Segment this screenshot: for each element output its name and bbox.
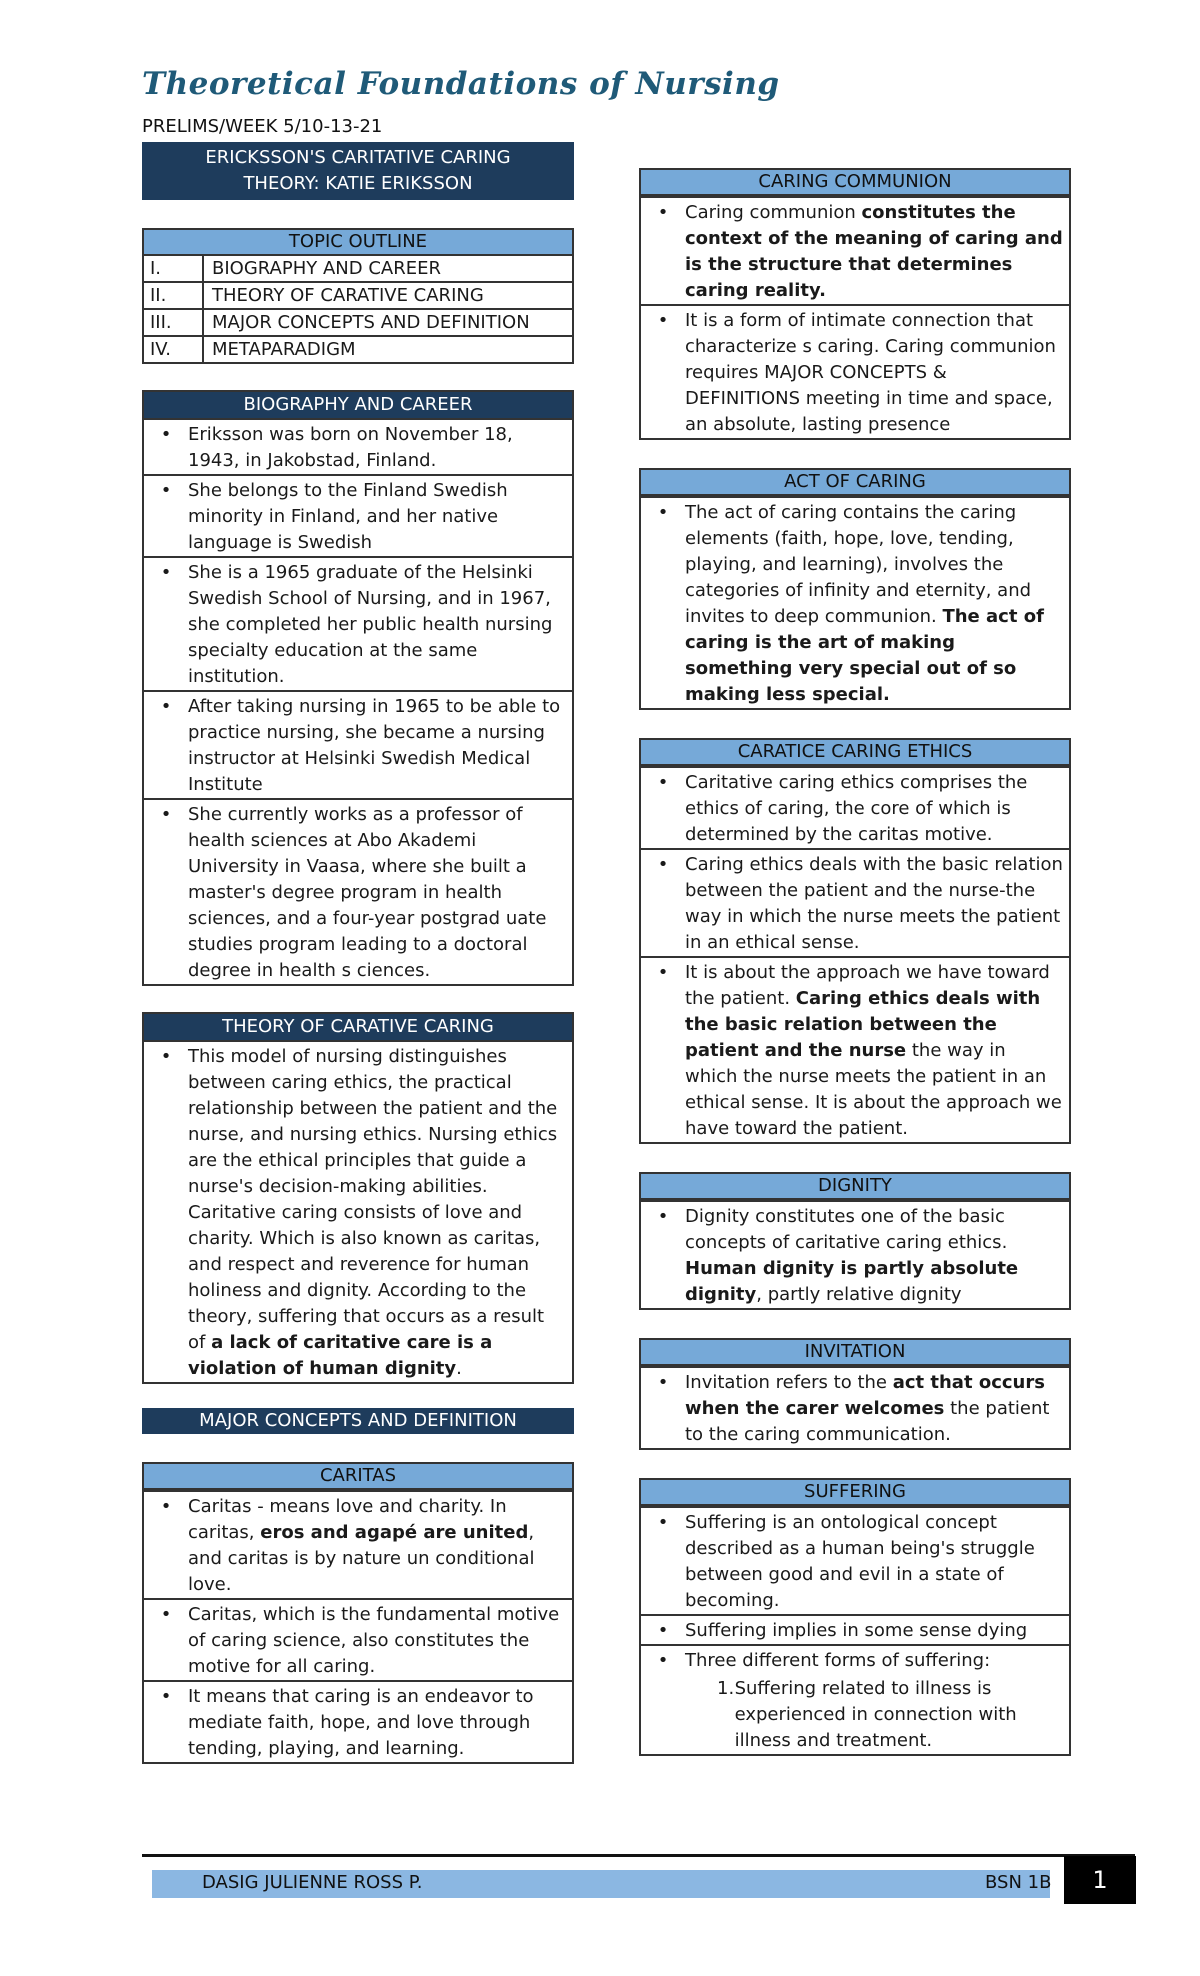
footer-author: DASIG JULIENNE ROSS P. <box>202 1872 423 1893</box>
ethics-text-bold: Caring ethics deals with the basic relation between the patient and the nurse <box>685 988 1041 1061</box>
theory-text: This model of nursing distinguishes between caring ethics, the practical relationship between the patient and the nurse, and nursing ethics. Nursing ethics are the ethical principles that guide a nurse's decision-making abilities. Caritative caring consists of love and charity. Which is also known as caritas, and respect and reverence for human holiness and dignity. According to the theory, suffering that occurs as a result of <box>188 1046 558 1353</box>
communion-text-a: Caring communion <box>685 202 862 223</box>
caritas-section <box>142 1462 574 1764</box>
list-item: • The act of caring contains the caring elements (faith, hope, love, tending, playing, and learning), involves the categories of infinity and eternity, and invites to deep communion. The act of caring is the art of making something very special out of so making less special. <box>641 496 1069 708</box>
theory-section <box>142 1012 574 1384</box>
page-number: 1 <box>1064 1856 1136 1904</box>
outline-label: THEORY OF CARATIVE CARING <box>212 285 484 306</box>
bullet-text <box>685 1648 1063 1754</box>
act-section <box>639 468 1071 710</box>
topic-outline-header: TOPIC OUTLINE <box>144 230 572 254</box>
caritas-text-bold: eros and agapé are united <box>260 1522 529 1543</box>
act-text-bold: The act of caring is the art of making something very special out of so making less special. <box>685 606 1044 705</box>
bullet-text <box>188 1494 566 1598</box>
ethics-header: CARATICE CARING ETHICS <box>641 740 1069 766</box>
suffering-forms-intro: Three different forms of suffering: <box>685 1650 991 1671</box>
list-item: • It means that caring is an endeavor to mediate faith, hope, and love through tending, playing, and learning. <box>144 1680 572 1762</box>
bullet-text: She belongs to the Finland Swedish minority in Finland, and her native language is Swedish <box>188 480 508 553</box>
dignity-text-a: Dignity constitutes one of the basic concepts of caritative caring ethics. <box>685 1206 1008 1253</box>
communion-header: CARING COMMUNION <box>641 170 1069 196</box>
bullet-text: She is a 1965 graduate of the Helsinki Swedish School of Nursing, and in 1967, she completed her public health nursing specialty education at the same institution. <box>188 562 553 687</box>
biography-header: BIOGRAPHY AND CAREER <box>144 392 572 418</box>
outline-row <box>144 335 572 362</box>
list-item: • Dignity constitutes one of the basic concepts of caritative caring ethics. Human dignity is partly absolute dignity, partly relative dignity <box>641 1200 1069 1308</box>
bullet-text: After taking nursing in 1965 to be able to practice nursing, she became a nursing instructor at Helsinki Swedish Medical Institute <box>188 696 561 795</box>
list-item: • She is a 1965 graduate of the Helsinki Swedish School of Nursing, and in 1967, she completed her public health nursing specialty education at the same institution. <box>144 556 572 690</box>
main-title-box <box>142 142 574 200</box>
outline-num: IV. <box>144 337 204 362</box>
list-item: • Caritas - means love and charity. In caritas, eros and agapé are united, and caritas is by nature un conditional love. <box>144 1490 572 1598</box>
list-item: • Caring communion constitutes the context of the meaning of caring and is the structure that determines caring reality. <box>641 196 1069 304</box>
bullet-text: Suffering is an ontological concept described as a human being's struggle between good and evil in a state of becoming. <box>685 1512 1035 1611</box>
major-concepts-heading <box>142 1408 574 1434</box>
invitation-header: INVITATION <box>641 1340 1069 1366</box>
dignity-header: DIGNITY <box>641 1174 1069 1200</box>
theory-header: THEORY OF CARATIVE CARING <box>144 1014 572 1040</box>
invitation-text-a: Invitation refers to the <box>685 1372 893 1393</box>
right-column <box>639 168 1071 1756</box>
list-item: • Caring ethics deals with the basic relation between the patient and the nurse-the way in which the nurse meets the patient in an ethical sense. <box>641 848 1069 956</box>
communion-text-bold: constitutes the context of the meaning of caring and is the structure that determines caring reality. <box>685 202 1063 301</box>
theory-text-end: . <box>456 1358 462 1379</box>
bullet-text: Caritas, which is the fundamental motive of caring science, also constitutes the motive for all caring. <box>188 1604 560 1677</box>
list-item: • Caritas, which is the fundamental motive of caring science, also constitutes the motive for all caring. <box>144 1598 572 1680</box>
sub-list-item <box>717 1676 1063 1754</box>
dignity-text-c: , partly relative dignity <box>756 1284 962 1305</box>
ethics-section <box>639 738 1071 1144</box>
list-item: • Eriksson was born on November 18, 1943, in Jakobstad, Finland. <box>144 418 572 474</box>
list-item: • Suffering is an ontological concept described as a human being's struggle between good and evil in a state of becoming. <box>641 1506 1069 1614</box>
caritas-header: CARITAS <box>144 1464 572 1490</box>
bullet-text: It means that caring is an endeavor to mediate faith, hope, and love through tending, playing, and learning. <box>188 1686 534 1759</box>
bullet-text <box>685 1370 1063 1448</box>
outline-label: BIOGRAPHY AND CAREER <box>212 258 441 279</box>
dignity-section <box>639 1172 1071 1310</box>
biography-section <box>142 390 574 986</box>
list-item: • Caritative caring ethics comprises the ethics of caring, the core of which is determined by the caritas motive. <box>641 766 1069 848</box>
invitation-section <box>639 1338 1071 1450</box>
suffering-section <box>639 1478 1071 1756</box>
outline-label: MAJOR CONCEPTS AND DEFINITION <box>212 312 530 333</box>
invitation-text-bold: act that occurs when the carer welcomes <box>685 1372 1045 1419</box>
footer-divider <box>142 1854 1135 1857</box>
document-subtitle: PRELIMS/WEEK 5/10-13-21 <box>142 116 383 137</box>
outline-row <box>144 308 572 335</box>
footer-course: BSN 1B <box>985 1872 1052 1893</box>
theory-text-bold: a lack of caritative care is a violation of human dignity <box>188 1332 493 1379</box>
list-item: • After taking nursing in 1965 to be able to practice nursing, she became a nursing instructor at Helsinki Swedish Medical Institute <box>144 690 572 798</box>
outline-num: III. <box>144 310 204 335</box>
main-title-line-1: ERICKSSON'S CARITATIVE CARING <box>144 144 572 172</box>
act-text-a: The act of caring contains the caring elements (faith, hope, love, tending, playing, and learning), involves the categories of infinity and eternity, and invites to deep communion. <box>685 502 1032 627</box>
bullet-text <box>685 500 1063 708</box>
list-item: • Suffering implies in some sense dying <box>641 1614 1069 1644</box>
dignity-text-bold: Human dignity is partly absolute dignity <box>685 1258 1019 1305</box>
act-header: ACT OF CARING <box>641 470 1069 496</box>
list-item: • She currently works as a professor of health sciences at Abo Akademi University in Vaasa, where she built a master's degree program in health sciences, and a four-year postgrad uate studies program leading to a doctoral degree in health s ciences. <box>144 798 572 984</box>
bullet-text: Caritative caring ethics comprises the ethics of caring, the core of which is determined by the caritas motive. <box>685 772 1028 845</box>
suffering-sub-list <box>685 1676 1063 1754</box>
bullet-text: Caring ethics deals with the basic relation between the patient and the nurse-the way in which the nurse meets the patient in an ethical sense. <box>685 854 1063 953</box>
caritas-text-c: , and caritas is by nature un conditional love. <box>188 1522 535 1595</box>
list-item: • It is a form of intimate connection that characterize s caring. Caring communion requires MAJOR CONCEPTS & DEFINITIONS meeting in time and space, an absolute, lasting presence <box>641 304 1069 438</box>
topic-outline-table <box>142 228 574 364</box>
list-item: • Invitation refers to the act that occurs when the carer welcomes the patient to the caring communication. <box>641 1366 1069 1448</box>
major-concepts-header: MAJOR CONCEPTS AND DEFINITION <box>142 1408 574 1434</box>
outline-num: II. <box>144 283 204 308</box>
communion-section <box>639 168 1071 440</box>
bullet-text: Eriksson was born on November 18, 1943, in Jakobstad, Finland. <box>188 424 513 471</box>
main-title-line-2: THEORY: KATIE ERIKSSON <box>144 170 572 198</box>
outline-row <box>144 281 572 308</box>
caritas-text-a: Caritas - means love and charity. In caritas, <box>188 1496 507 1543</box>
list-item: • She belongs to the Finland Swedish minority in Finland, and her native language is Swedish <box>144 474 572 556</box>
ethics-text-a: It is about the approach we have toward the patient. <box>685 962 1050 1009</box>
bullet-text <box>188 1044 566 1382</box>
list-item: • Three different forms of suffering: 1. Suffering related to illness is experienced in connection with illness and treatment. <box>641 1644 1069 1754</box>
outline-row <box>144 254 572 281</box>
ethics-text-c: the way in which the nurse meets the patient in an ethical sense. It is about the approach we have toward the patient. <box>685 1040 1062 1139</box>
outline-label: METAPARADIGM <box>212 339 356 360</box>
bullet-text: She currently works as a professor of health sciences at Abo Akademi University in Vaasa, where she built a master's degree program in health sciences, and a four-year postgrad uate studies program leading to a doctoral degree in health s ciences. <box>188 804 547 981</box>
suffering-header: SUFFERING <box>641 1480 1069 1506</box>
bullet-text <box>685 1204 1063 1308</box>
list-item: • This model of nursing distinguishes between caring ethics, the practical relationship between the patient and the nurse, and nursing ethics. Nursing ethics are the ethical principles that guide a nurse's decision-making abilities. Caritative caring consists of love and charity. Which is also known as caritas, and respect and reverence for human holiness and dignity. According to the theory, suffering that occurs as a result of a lack of caritative care is a violation of human dignity. <box>144 1040 572 1382</box>
bullet-text: It is a form of intimate connection that characterize s caring. Caring communion requires MAJOR CONCEPTS & DEFINITIONS meeting in time and space, an absolute, lasting presence <box>685 310 1056 435</box>
outline-num: I. <box>144 256 204 281</box>
list-item: • It is about the approach we have toward the patient. Caring ethics deals with the basic relation between the patient and the nurse the way in which the nurse meets the patient in an ethical sense. It is about the approach we have toward the patient. <box>641 956 1069 1142</box>
sub-item-number: 1. <box>717 1678 735 1699</box>
left-column <box>142 142 574 1764</box>
invitation-text-c: the patient to the caring communication. <box>685 1398 1050 1445</box>
sub-item-text: Suffering related to illness is experienced in connection with illness and treatment. <box>734 1678 1017 1751</box>
bullet-text: Suffering implies in some sense dying <box>685 1620 1028 1641</box>
bullet-text <box>685 200 1063 304</box>
document-title: Theoretical Foundations of Nursing <box>142 66 780 102</box>
bullet-text <box>685 960 1063 1142</box>
